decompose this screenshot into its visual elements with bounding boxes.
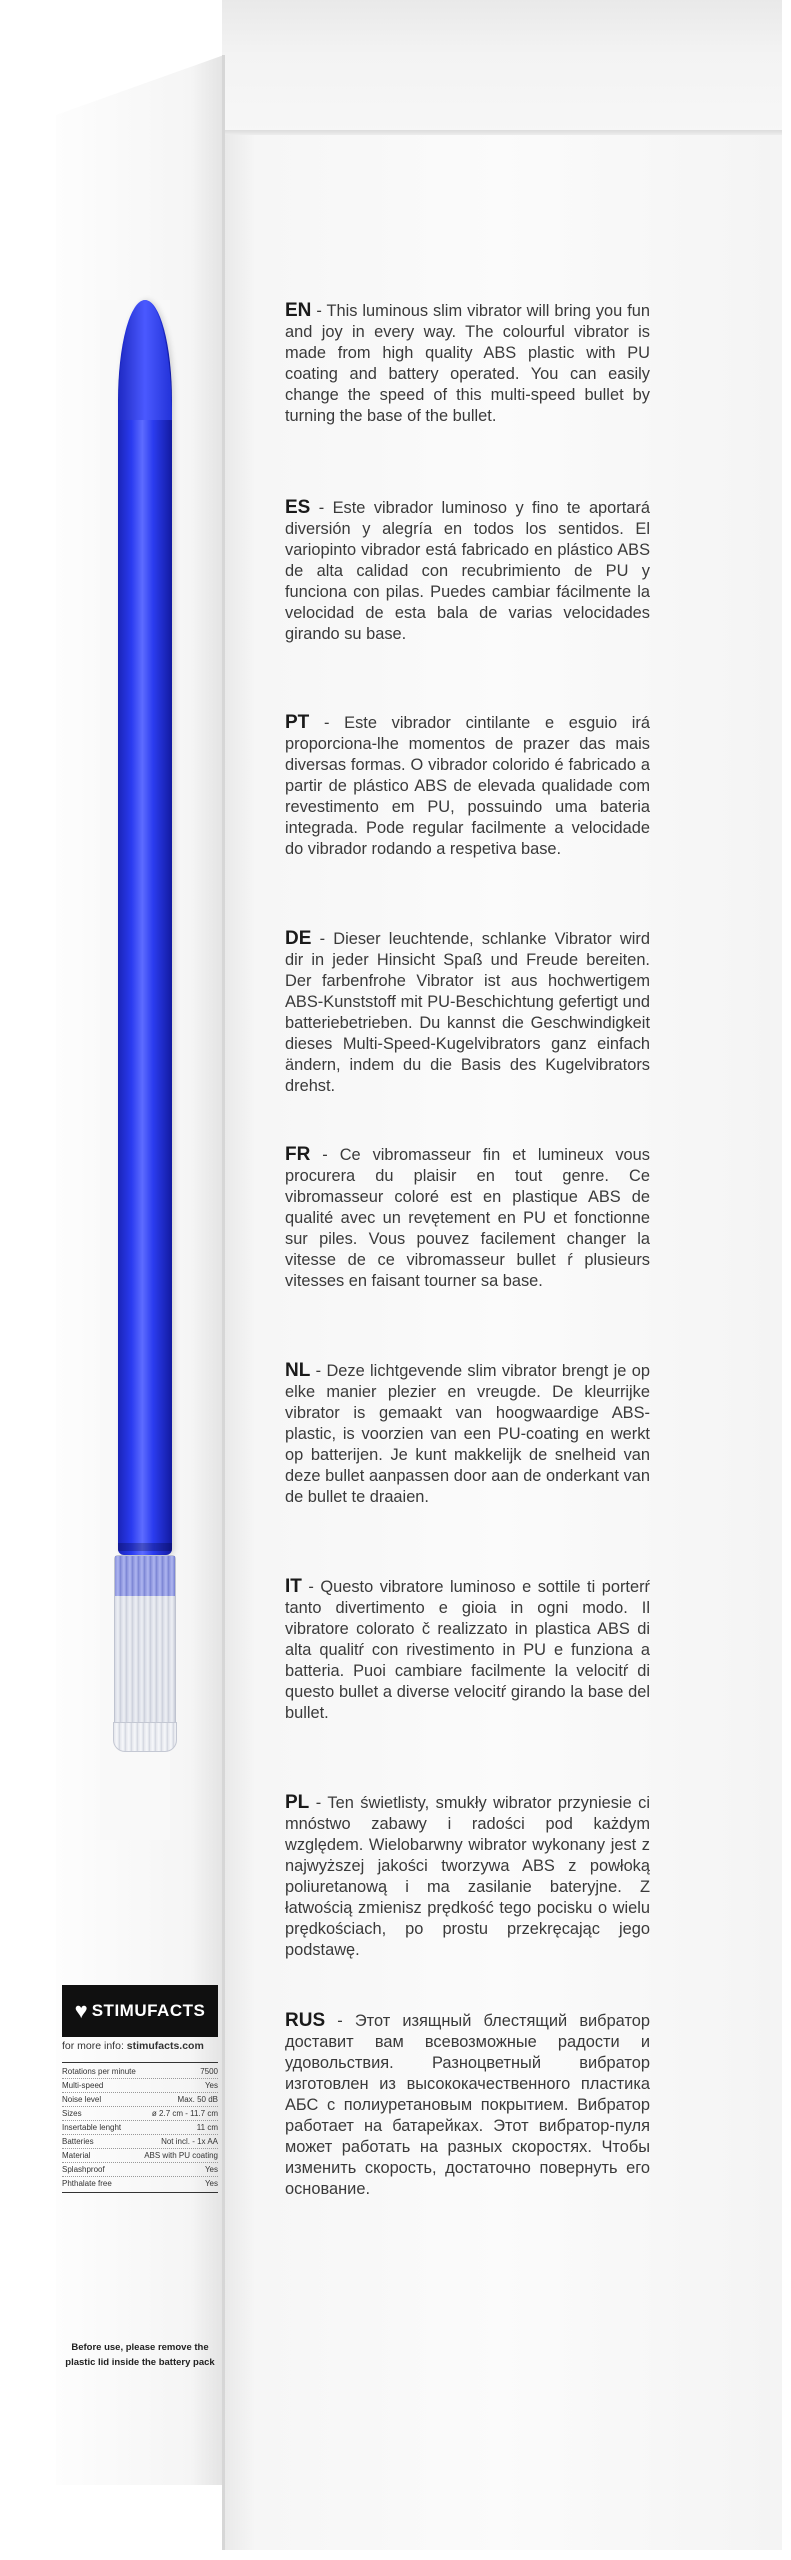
description-rus	[285, 2010, 650, 2200]
description-nl	[285, 1360, 650, 1508]
description-fr	[285, 1144, 650, 1292]
spec-row	[62, 2065, 218, 2079]
language-code: EN	[285, 300, 312, 321]
spec-row	[62, 2107, 218, 2121]
battery-notice: Before use, please remove the plastic lid inside the battery pack	[65, 2342, 215, 2368]
spec-value: Not incl. - 1x AA	[161, 2137, 218, 2146]
description-de	[285, 928, 650, 1097]
more-info-prefix: for more info:	[62, 2040, 124, 2052]
vibrator-ring	[118, 1543, 172, 1551]
description-it	[285, 1576, 650, 1724]
description-text: - Este vibrador cintilante e esguio irá proporciona-lhe momentos de prazer das mais diversas formas. O vibrador colorido é fabricado a partir de plástico ABS de elevada qualidade com revestimento em PU, possuindo uma bateria integrada. Pode regular facilmente a velocidade do vibrador rodando a respetiva base.	[285, 714, 650, 858]
box-edge	[222, 55, 225, 2550]
spec-label: Rotations per minute	[62, 2067, 136, 2076]
spec-label: Multi-speed	[62, 2081, 104, 2090]
language-code: RUS	[285, 2010, 326, 2031]
vibrator-body	[118, 300, 172, 1555]
brand-logo	[62, 1985, 218, 2037]
language-code: ES	[285, 497, 311, 518]
vibrator-base	[114, 1555, 176, 1745]
description-text: - Этот изящный блестящий вибратор доставит вам всевозможные радости и удовольствия. Разноцветный вибратор изготовлен из высококачественного пластика АБС с полиуретановым покрытием. Вибратор работает на батарейках. Этот вибратор-пуля может работать на разных скоростях. Чтобы изменить скорость, достаточно повернуть его основание.	[285, 2012, 650, 2198]
description-text: - Este vibrador luminoso y fino te aportará diversión y alegría en todos los sentidos. El variopinto vibrador está fabricado en plástico ABS de alta calidad con recubrimiento de PU y funciona con pilas. Puedes cambiar fácilmente la velocidad de esta bala de varias velocidades girando su base.	[285, 499, 650, 643]
spec-row	[62, 2163, 218, 2177]
spec-label: Noise level	[62, 2095, 102, 2104]
spec-label: Material	[62, 2151, 91, 2160]
spec-value: 7500	[200, 2067, 218, 2076]
description-pl	[285, 1792, 650, 1961]
spec-label: Batteries	[62, 2137, 94, 2146]
description-text: - This luminous slim vibrator will bring you fun and joy in every way. The colourful vibrator is made from high quality ABS plastic with PU coating and battery operated. You can easily change the speed of this multi-speed bullet by turning the base of the bullet.	[285, 302, 650, 425]
spec-value: Max. 50 dB	[177, 2095, 218, 2104]
spec-row	[62, 2093, 218, 2107]
description-text: - Questo vibratore luminoso e sottile ti porterŕ tanto divertimento e gioia in ogni modo. Il vibratore colorato č realizzato in plastica ABS di alta qualitŕ con rivestimento in PU e funziona a batteria. Puoi cambiare facilmente la velocitŕ di questo bullet a diverse velocitŕ girando la base del bullet.	[285, 1578, 650, 1722]
spec-value: ø 2.7 cm - 11.7 cm	[151, 2109, 218, 2118]
box-top-flap	[222, 0, 782, 135]
language-code: IT	[285, 1576, 302, 1597]
spec-row	[62, 2079, 218, 2093]
spec-row	[62, 2177, 218, 2190]
vibrator-base-band	[115, 1556, 175, 1596]
spec-value: 11 cm	[196, 2123, 218, 2132]
description-pt	[285, 712, 650, 860]
language-code: DE	[285, 928, 312, 949]
spec-value: Yes	[204, 2165, 218, 2174]
description-text: - Deze lichtgevende slim vibrator brengt je op elke manier plezier en vreugde. De kleurrijke vibrator is gemaakt van hoogwaardige ABS-plastic, is voorzien van een PU-coating en werkt op batterijen. Je kunt makkelijk de snelheid van deze bullet aanpassen door aan de onderkant van de bullet te draaien.	[285, 1362, 650, 1506]
language-code: FR	[285, 1144, 311, 1165]
more-info-line	[62, 2040, 218, 2052]
spec-label: Splashproof	[62, 2165, 105, 2174]
description-es	[285, 497, 650, 645]
description-text: - Ten świetlisty, smukły wibrator przyniesie ci mnóstwo zabawy i radości pod każdym względem. Wielobarwny wibrator wykonany jest z najwyższej jakości tworzywa ABS z powłoką poliuretanową i ma zasilanie bateryjne. Z łatwością zmienisz prędkość tego pocisku o wielu prędkościach, po prostu przekręcając jego podstawę.	[285, 1794, 650, 1959]
language-code: PL	[285, 1792, 310, 1813]
heart-icon: ♥	[74, 1998, 88, 2023]
spec-value: Yes	[204, 2179, 218, 2188]
spec-value: ABS with PU coating	[144, 2151, 218, 2160]
description-en	[285, 300, 650, 427]
spec-row	[62, 2149, 218, 2163]
specs-table	[62, 2062, 218, 2193]
more-info-url: stimufacts.com	[126, 2040, 204, 2052]
spec-label: Sizes	[62, 2109, 82, 2118]
brand-name: STIMUFACTS	[91, 2001, 206, 2020]
vibrator-base-cap	[113, 1722, 177, 1752]
spec-label: Phthalate free	[62, 2179, 112, 2188]
language-code: PT	[285, 712, 310, 733]
spec-row	[62, 2135, 218, 2149]
spec-value: Yes	[204, 2081, 218, 2090]
spec-row	[62, 2121, 218, 2135]
language-code: NL	[285, 1360, 311, 1381]
description-text: - Ce vibromasseur fin et lumineux vous procurera du plaisir en tout genre. Ce vibromasseur coloré est en plastique ABS de qualité avec un revętement en PU et fonctionne sur piles. Vous pouvez facilement changer la vitesse de ce vibromasseur bullet ŕ plusieurs vitesses en faisant tourner sa base.	[285, 1146, 650, 1290]
spec-label: Insertable lenght	[62, 2123, 122, 2132]
description-text: - Dieser leuchtende, schlanke Vibrator wird dir in jeder Hinsicht Spaß und Freude bereiten. Der farbenfrohe Vibrator ist aus hochwertigem ABS-Kunststoff mit PU-Beschichtung gefertigt und batteriebetrieben. Du kannst die Geschwindigkeit dieses Multi-Speed-Kugelvibrators ganz einfach ändern, indem du die Basis des Kugelvibrators drehst.	[285, 930, 650, 1095]
